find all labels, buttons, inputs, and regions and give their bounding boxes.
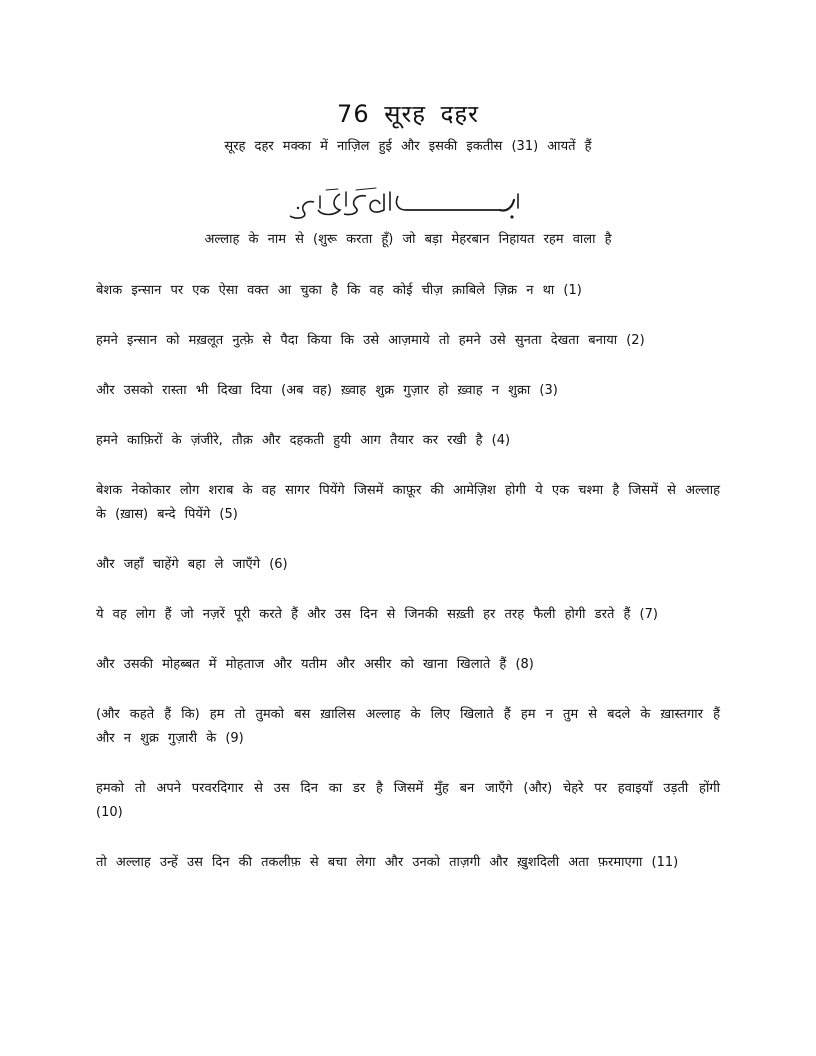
verse-3: और उसको रास्ता भी दिखा दिया (अब वह) ख़्वाह शुक्र गुज़ार हो ख़्वाह न शुक्रा (3)	[96, 383, 558, 398]
verse-6: और जहाँ चाहेंगे बहा ले जाएँगे (6)	[96, 557, 288, 572]
verse-list	[96, 279, 720, 901]
verse-7: ये वह लोग हैं जो नज़रें पूरी करते हैं और उस दिन से जिनकी सख़्ती हर तरह फैली होगी डरते हैं (7)	[96, 607, 658, 622]
verse-2: हमने इन्सान को मख़लूत नुत्फ़े से पैदा किया कि उसे आज़माये तो हमने उसे सुनता देखता बनाया (2)	[96, 333, 645, 348]
verse-9: (और कहते हैं कि) हम तो तुमको बस ख़ालिस अल्लाह के लिए खिलाते हैं हम न तुम से बदले के ख़ास्तगार हैं और न शुक्र गुज़ारी के (9)	[96, 707, 720, 746]
bismillah-calligraphy	[286, 186, 530, 226]
verse-4: हमने काफ़िरों के ज़ंजीरे, तौक़ और दहकती हुयी आग तैयार कर रखी है (4)	[96, 433, 511, 448]
verse-11: तो अल्लाह उन्हें उस दिन की तकलीफ़ से बचा लेगा और उनको ताज़गी और ख़ुशदिली अता फ़रमाएगा (11)	[96, 855, 679, 870]
bismillah-translation: अल्लाह के नाम से (शुरू करता हूँ) जो बड़ा मेहरबान निहायत रहम वाला है	[204, 232, 612, 247]
verse-10: हमको तो अपने परवरदिगार से उस दिन का डर है जिसमें मुँह बन जाएँगे (और) चेहरे पर हवाइयाँ उड़ती होंगी (10)	[96, 781, 720, 820]
verse-1: बेशक इन्सान पर एक ऐसा वक्त आ चुका है कि वह कोई चीज़ क़ाबिले ज़िक्र न था (1)	[96, 283, 582, 298]
surah-subtitle: सूरह दहर मक्का में नाज़िल हुई और इसकी इकतीस (31) आयतें हैं	[224, 139, 592, 154]
verse-5: बेशक नेकोकार लोग शराब के वह सागर पियेंगे जिसमें काफ़ूर की आमेज़िश होगी ये एक चश्मा है जिसमें से अल्लाह के (ख़ास) बन्दे पियेंगे (5)	[96, 483, 720, 522]
verse-8: और उसकी मोहब्बत में मोहताज और यतीम और असीर को खाना खिलाते हैं (8)	[96, 657, 534, 672]
surah-title: 76 सूरह दहर	[337, 100, 479, 128]
